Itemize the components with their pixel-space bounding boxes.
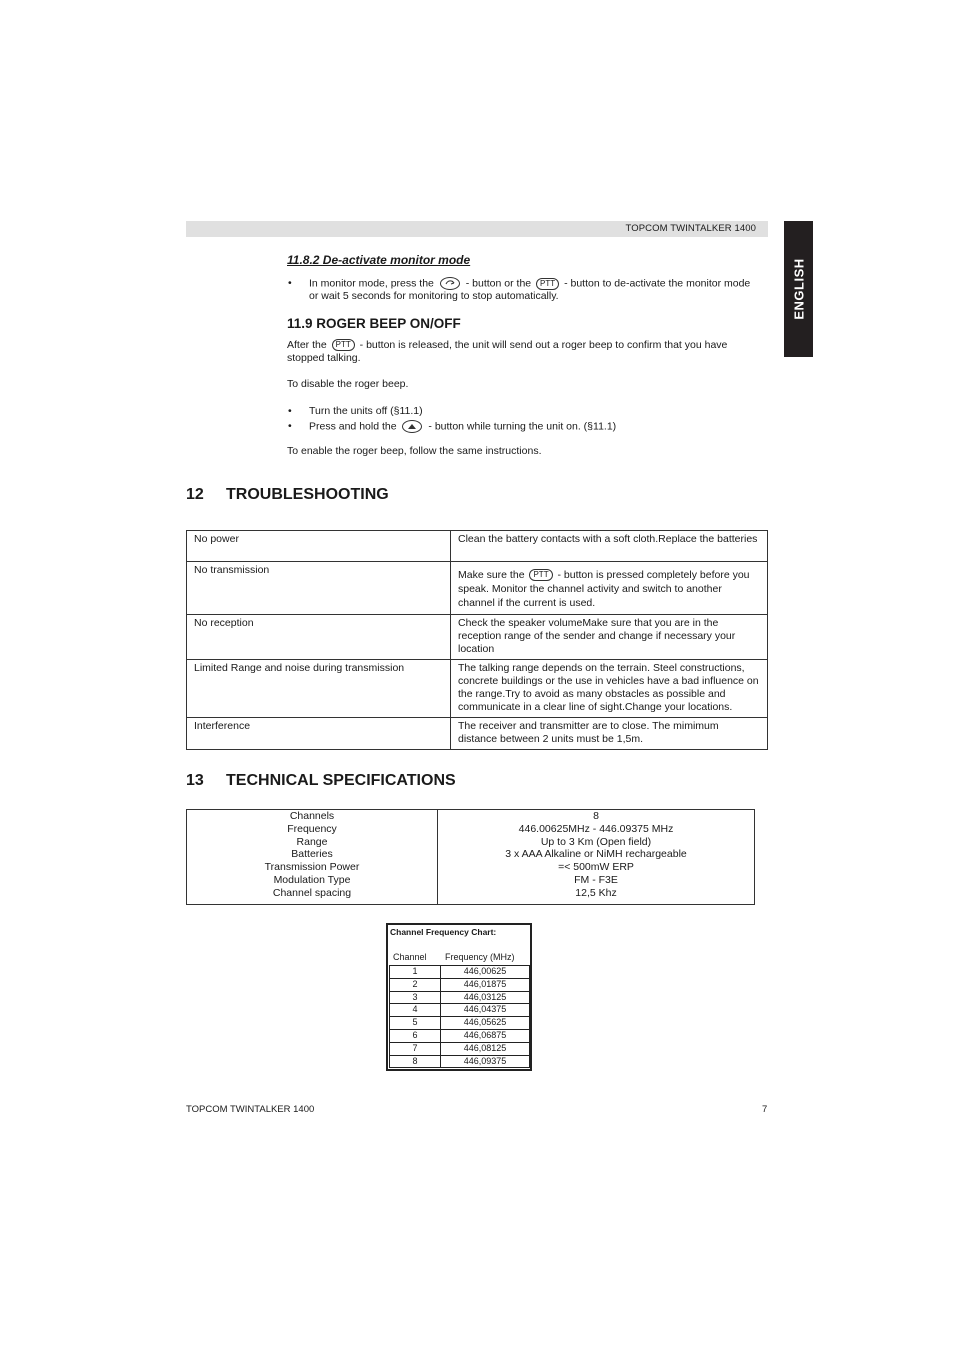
- section-11-8-2-heading: 11.8.2 De-activate monitor mode: [287, 253, 471, 267]
- solution-cell: Check the speaker volumeMake sure that you are in the reception range of the sender and change if necessary your location: [451, 615, 768, 660]
- table-row: 5 446,05625: [390, 1017, 530, 1030]
- table-row: 2 446,01875: [390, 978, 530, 991]
- spec-value: 446.00625MHz - 446.09375 MHz: [518, 822, 674, 835]
- spec-labels-cell: [187, 810, 438, 905]
- table-row: [187, 562, 768, 615]
- spec-value: 12,5 Khz: [575, 886, 617, 899]
- section-13-heading: 13 TECHNICAL SPECIFICATIONS: [186, 772, 456, 789]
- ptt-key-icon: PTT: [332, 339, 355, 351]
- language-tab-label: ENGLISH: [791, 258, 806, 320]
- footer-title: TOPCOM TWINTALKER 1400: [186, 1104, 315, 1115]
- spec-value: Up to 3 Km (Open field): [540, 835, 652, 848]
- problem-cell: No power: [187, 531, 451, 562]
- problem-cell: No reception: [187, 615, 451, 660]
- spec-value: 8: [593, 810, 599, 822]
- problem-cell: Limited Range and noise during transmission: [187, 660, 451, 718]
- ptt-key-icon: PTT: [536, 278, 559, 290]
- running-header: [186, 221, 768, 237]
- channel-frequency-chart: [386, 923, 532, 1071]
- roger-bullet-2: Press and hold the - button while turning the unit on. (§11.1): [309, 420, 617, 433]
- table-row: 7 446,08125: [390, 1042, 530, 1055]
- spec-value: =< 500mW ERP: [558, 861, 634, 874]
- troubleshooting-table: [186, 530, 768, 750]
- roger-paragraph-1: After the PTT - button is released, the unit will send out a roger beep to confirm that you have: [287, 339, 728, 351]
- monitor-key-icon: [440, 277, 460, 290]
- table-row: 1 446,00625: [390, 966, 530, 979]
- spec-label: Channels: [289, 810, 335, 822]
- spec-label: Channel spacing: [272, 886, 352, 899]
- solution-cell: Make sure the PTT - button is pressed completely before you speak. Monitor the channel activity and switch to another channel if the current is used.: [451, 562, 768, 615]
- solution-cell: The talking range depends on the terrain. Steel constructions, concrete buildings or the use in vehicles have a bad influence on the range.Try to avoid as many obstacles as possible and communicate in a clear line of sight.Change your locations.: [451, 660, 768, 718]
- bullet: •: [288, 405, 292, 417]
- channel-column-header: Channel: [393, 952, 427, 962]
- spec-values-cell: [438, 810, 755, 905]
- spec-label: Transmission Power: [264, 861, 360, 874]
- spec-value: FM - F3E: [574, 873, 618, 886]
- table-row: [187, 718, 768, 750]
- header-title: TOPCOM TWINTALKER 1400: [625, 223, 756, 234]
- up-key-icon: [402, 420, 422, 433]
- spec-label: Range: [296, 835, 328, 848]
- channel-grid: [389, 965, 530, 1068]
- roger-paragraph-3: To enable the roger beep, follow the same instructions.: [287, 445, 542, 457]
- page-number: 7: [762, 1104, 768, 1115]
- bullet: •: [288, 277, 292, 289]
- problem-cell: No transmission: [187, 562, 451, 615]
- spec-label: Batteries: [291, 848, 333, 861]
- section-11-9-heading: 11.9 ROGER BEEP ON/OFF: [287, 316, 461, 331]
- table-row: [187, 660, 768, 718]
- table-row: [187, 531, 768, 562]
- table-row: 8 446,09375: [390, 1055, 530, 1068]
- problem-cell: Interference: [187, 718, 451, 750]
- ptt-key-icon: PTT: [529, 569, 552, 581]
- solution-cell: The receiver and transmitter are to close. The mimimum distance between 2 units must be 1,5m.: [451, 718, 768, 750]
- spec-label: Frequency: [287, 822, 337, 835]
- table-row: 6 446,06875: [390, 1029, 530, 1042]
- spec-label: Modulation Type: [273, 873, 351, 886]
- roger-paragraph-1-cont: stopped talking.: [287, 352, 361, 364]
- monitor-line-1: In monitor mode, press the - button or the PTT - button to de-activate the monitor mode: [309, 277, 751, 290]
- monitor-line-2: or wait 5 seconds for monitoring to stop automatically.: [309, 290, 559, 302]
- spec-value: 3 x AAA Alkaline or NiMH rechargeable: [505, 848, 687, 861]
- language-tab: [784, 221, 813, 357]
- frequency-column-header: Frequency (MHz): [445, 952, 515, 962]
- bullet: •: [288, 420, 292, 432]
- table-row: 4 446,04375: [390, 1004, 530, 1017]
- section-12-heading: 12 TROUBLESHOOTING: [186, 486, 389, 503]
- table-row: [187, 615, 768, 660]
- roger-paragraph-2: To disable the roger beep.: [287, 378, 409, 390]
- roger-bullet-1: Turn the units off (§11.1): [309, 405, 423, 417]
- specifications-table: [186, 809, 755, 905]
- solution-cell: Clean the battery contacts with a soft cloth.Replace the batteries: [451, 531, 768, 562]
- channel-chart-title: Channel Frequency Chart:: [390, 927, 497, 937]
- table-row: 3 446,03125: [390, 991, 530, 1004]
